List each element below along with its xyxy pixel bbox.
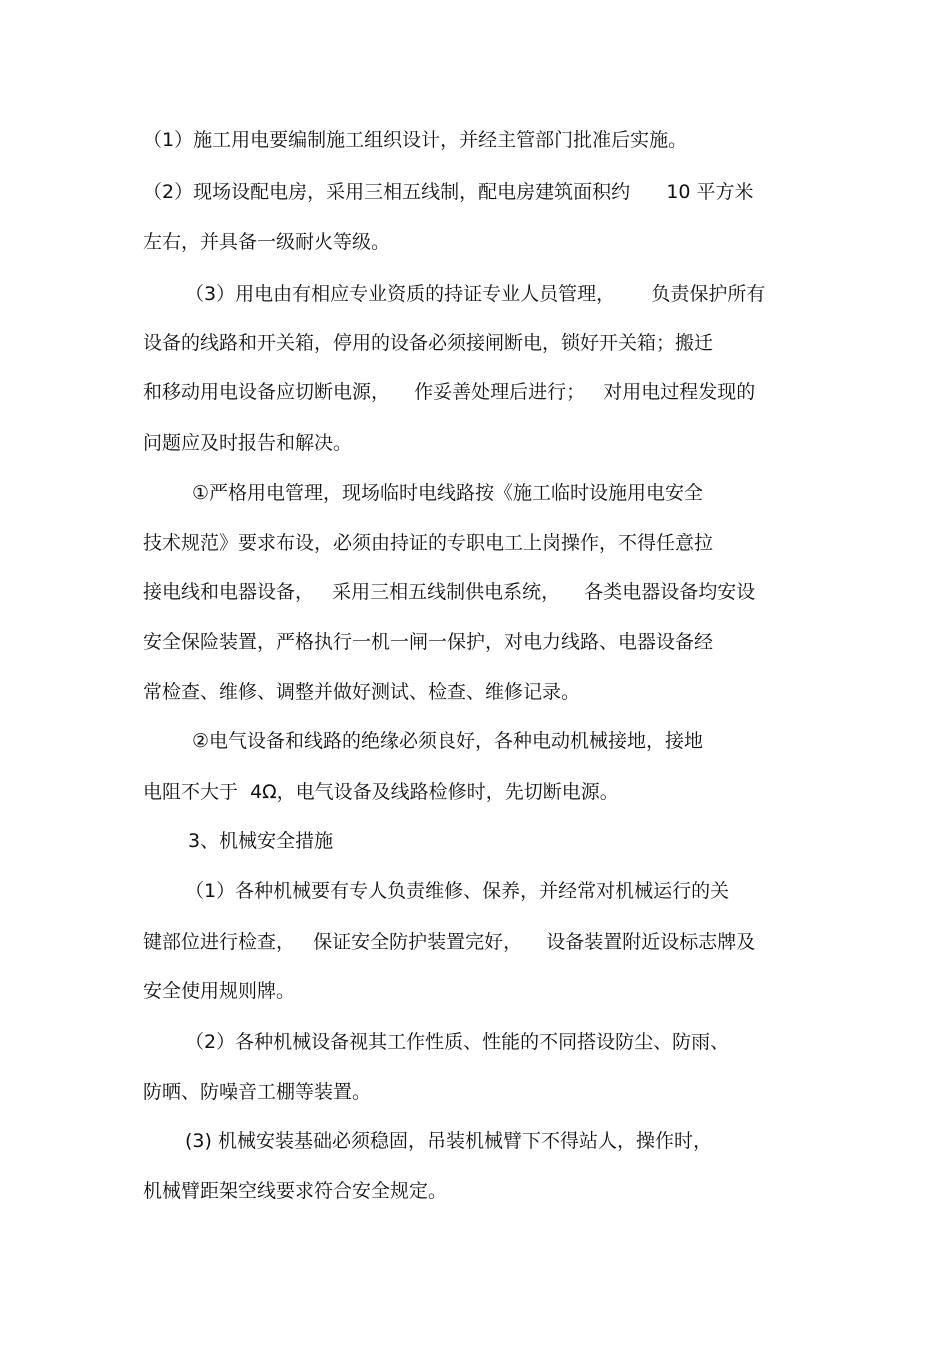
text-line: 防晒、防噪音工棚等装置。	[143, 1081, 372, 1103]
text-line: 和移动用电设备应切断电源， 作妥善处理后进行； 对用电过程发现的	[143, 381, 756, 403]
text-line: 电阻不大于 4Ω，电气设备及线路检修时，先切断电源。	[143, 781, 619, 803]
text-line: ②电气设备和线路的绝缘必须良好，各种电动机械接地，接地	[192, 730, 704, 752]
text-line: 机械臂距架空线要求符合安全规定。	[143, 1180, 448, 1202]
text-line: ①严格用电管理，现场临时电线路按《施工临时设施用电安全	[192, 482, 704, 504]
text-line: 安全使用规则牌。	[143, 980, 296, 1002]
text-line: （1）施工用电要编制施工组织设计，并经主管部门批准后实施。	[143, 129, 688, 151]
text-line: （1）各种机械要有专人负责维修、保养，并经常对机械运行的关	[185, 880, 730, 902]
text-line: （3）用电由有相应专业资质的持证专业人员管理， 负责保护所有	[185, 283, 766, 305]
text-line: （2）现场设配电房，采用三相五线制，配电房建筑面积约 10 平方米	[143, 181, 754, 203]
text-line: 安全保险装置，严格执行一机一闸一保护，对电力线路、电器设备经	[143, 631, 714, 653]
text-line: 设备的线路和开关箱，停用的设备必须接闸断电，锁好开关箱；搬迁	[143, 332, 714, 354]
text-line: 键部位进行检查， 保证安全防护装置完好， 设备装置附近设标志牌及	[143, 931, 756, 953]
text-line: 接电线和电器设备， 采用三相五线制供电系统， 各类电器设备均安设	[143, 581, 756, 603]
text-line: 常检查、维修、调整并做好测试、检查、维修记录。	[143, 681, 581, 703]
text-line: 问题应及时报告和解决。	[143, 432, 353, 454]
section-heading: 3、机械安全措施	[188, 830, 334, 852]
text-line: （2）各种机械设备视其工作性质、性能的不同搭设防尘、防雨、	[185, 1031, 730, 1053]
text-line: (3) 机械安装基础必须稳固，吊装机械臂下不得站人，操作时，	[185, 1130, 712, 1152]
text-line: 左右，并具备一级耐火等级。	[143, 231, 391, 253]
text-line: 技术规范》要求布设，必须由持证的专职电工上岗操作，不得任意拉	[143, 532, 714, 554]
